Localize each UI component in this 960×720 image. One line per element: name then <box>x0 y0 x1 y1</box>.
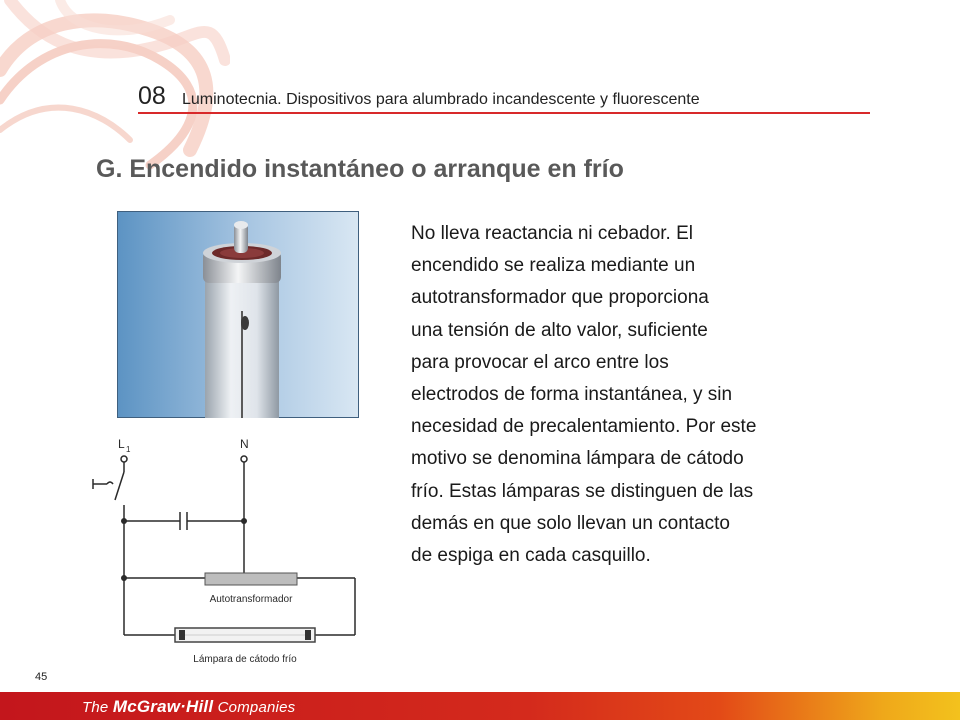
body-line: motivo se denomina lámpara de cátodo <box>411 448 744 470</box>
brand-suffix: Companies <box>213 699 296 716</box>
page-number: 45 <box>35 671 48 683</box>
body-line: de espiga en cada casquillo. <box>411 545 651 567</box>
brand-prefix: The <box>82 699 113 716</box>
terminal-l1-subscript: 1 <box>126 445 131 454</box>
header-divider <box>138 112 870 114</box>
body-line: una tensión de alto valor, suficiente <box>411 319 708 341</box>
brand-name: McGraw·Hill <box>112 697 214 716</box>
body-line: demás en que solo llevan un contacto <box>411 512 730 534</box>
lamp-label: Lámpara de cátodo frío <box>193 654 297 665</box>
section-title: G. Encendido instantáneo o arranque en frío <box>96 155 624 183</box>
publisher-logo <box>82 697 295 717</box>
circuit-diagram <box>85 430 385 675</box>
body-line: electrodos de forma instantánea, y sin <box>411 384 733 406</box>
body-line: frío. Estas lámparas se distinguen de las <box>411 480 754 502</box>
chapter-number: 08 <box>138 82 166 110</box>
body-line: para provocar el arco entre los <box>411 351 669 373</box>
body-line: autotransformador que proporciona <box>411 287 709 309</box>
chapter-title: Luminotecnia. Dispositivos para alumbrado incandescente y fluorescente <box>182 91 700 108</box>
body-line: No lleva reactancia ni cebador. El <box>411 223 693 244</box>
autotransformer-label: Autotransformador <box>209 594 293 605</box>
footer-bar <box>0 692 960 720</box>
decorative-swirl <box>0 0 230 170</box>
body-paragraph <box>411 218 861 572</box>
body-line: necesidad de precalentamiento. Por este <box>411 416 757 438</box>
lamp-photo <box>117 211 359 418</box>
terminal-l1-label: L <box>118 437 125 451</box>
terminal-n-label: N <box>240 437 249 451</box>
body-line: encendido se realiza mediante un <box>411 255 696 277</box>
